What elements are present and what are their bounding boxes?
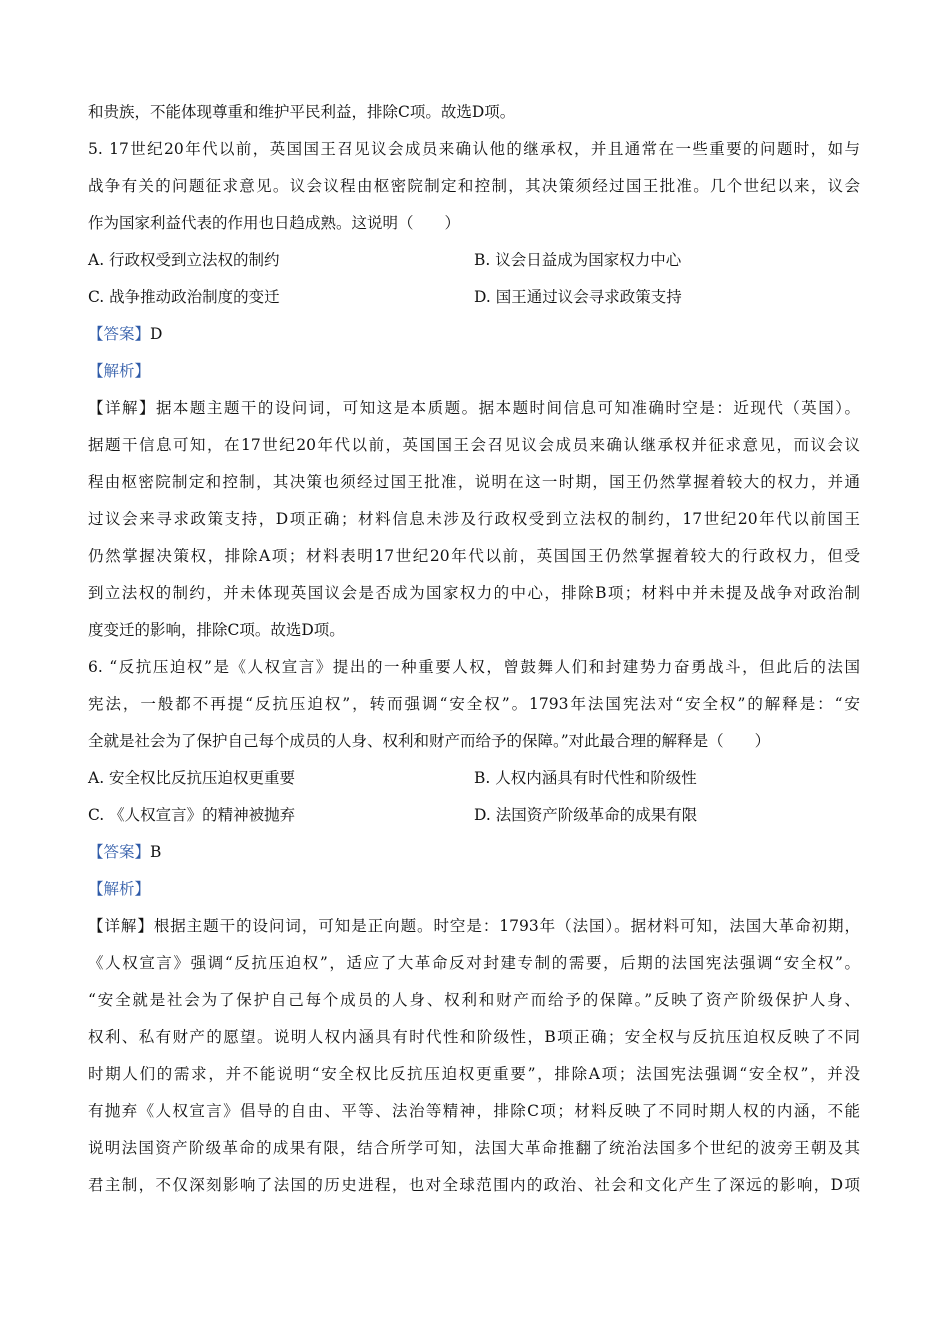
question-6-stem-line-1: 6. “反抗压迫权”是《人权宣言》提出的一种重要人权，曾鼓舞人们和封建势力奋勇战斗，但此后的法国 [88,658,860,676]
question-6-options-row-1 [88,760,860,797]
question-5-stem-line-1: 5. 17世纪20年代以前，英国国王召见议会成员来确认他的继承权，并且通常在一些重要的问题时，如与 [88,140,860,158]
question-5-answer [88,316,860,353]
previous-answer-tail: 和贵族，不能体现尊重和维护平民利益，排除C项。故选D项。 [88,103,516,121]
question-5-detail-line-3: 程由枢密院制定和控制，其决策也须经过国王批准，说明在这一时期，国王仍然掌握着较大的权力，并通 [88,473,860,491]
question-6-detail-line-7: 说明法国资产阶级革命的成果有限，结合所学可知，法国大革命推翻了统治法国多个世纪的波旁王朝及其 [88,1139,860,1157]
question-6-option-b: B. 人权内涵具有时代性和阶级性 [474,769,697,787]
detail-label: 【详解】 [88,399,156,417]
question-5 [88,131,860,649]
question-5-analysis [88,353,860,390]
question-6-option-d: D. 法国资产阶级革命的成果有限 [474,806,698,824]
question-5-stem-line-2: 战争有关的问题征求意见。议会议程由枢密院制定和控制，其决策须经过国王批准。几个世纪以来，议会 [88,177,860,195]
question-6-stem-line-3: 全就是社会为了保护自己每个成员的人身、权利和财产而给予的保障。”对此最合理的解释是（ ） [88,732,771,750]
question-5-detail-line-4: 过议会来寻求政策支持，D项正确；材料信息未涉及行政权受到立法权的制约，17世纪20年代以前国王 [88,510,860,528]
question-6-analysis [88,871,860,908]
question-6-detail-line-6: 有抛弃《人权宣言》倡导的自由、平等、法治等精神，排除C项；材料反映了不同时期人权的内涵，不能 [88,1102,860,1120]
question-5-option-c: C. 战争推动政治制度的变迁 [88,288,280,306]
question-5-detail-line-2: 据题干信息可知，在17世纪20年代以前，英国国王会召见议会成员来确认继承权并征求意见，而议会议 [88,436,860,454]
question-5-option-a: A. 行政权受到立法权的制约 [88,251,280,269]
detail-text: 根据主题干的设问词，可知是正向题。时空是：1793年（法国）。据材料可知，法国大革命初期， [153,917,860,935]
question-6-detail-line-3: “安全就是社会为了保护自己每个成员的人身、权利和财产而给予的保障。”反映了资产阶级保护人身、 [88,991,860,1009]
question-6-detail-line-5: 时期人们的需求，并不能说明“安全权比反抗压迫权更重要”，排除A项；法国宪法强调“安全权”，并没 [88,1065,860,1083]
question-5-detail-line-6: 到立法权的制约，并未体现英国议会是否成为国家权力的中心，排除B项；材料中并未提及战争对政治制 [88,584,860,602]
question-6-detail-line-8: 君主制，不仅深刻影响了法国的历史进程，也对全球范围内的政治、社会和文化产生了深远的影响，D项 [88,1176,860,1194]
answer-label: 【答案】 [88,843,151,861]
question-6 [88,649,860,1204]
question-5-detail-line-7: 度变迁的影响，排除C项。故选D项。 [88,621,345,639]
answer-value: D [150,325,163,343]
analysis-label: 【解析】 [88,362,151,380]
question-6-option-a: A. 安全权比反抗压迫权更重要 [88,769,296,787]
question-5-options-row-1 [88,242,860,279]
question-6-option-c: C. 《人权宣言》的精神被抛弃 [88,806,296,824]
answer-label: 【答案】 [88,325,151,343]
question-6-options-row-2 [88,797,860,834]
document-page [88,94,860,1204]
detail-text: 据本题主题干的设问词，可知这是本质题。据本题时间信息可知准确时空是：近现代（英国）。 [155,399,860,417]
detail-label: 【详解】 [88,917,154,935]
answer-value: B [150,843,162,861]
question-5-detail-line-5: 仍然掌握决策权，排除A项；材料表明17世纪20年代以前，英国国王仍然掌握着较大的行政权力，但受 [88,547,860,565]
question-5-option-b: B. 议会日益成为国家权力中心 [474,251,682,269]
question-6-answer [88,834,860,871]
question-6-stem-line-2: 宪法，一般都不再提“反抗压迫权”，转而强调“安全权”。1793年法国宪法对“安全权”的解释是：“安 [88,695,860,713]
question-5-option-d: D. 国王通过议会寻求政策支持 [474,288,682,306]
question-6-detail-line-4: 权利、私有财产的愿望。说明人权内涵具有时代性和阶级性，B项正确；安全权与反抗压迫权反映了不同 [88,1028,860,1046]
question-5-stem-line-3: 作为国家利益代表的作用也日趋成熟。这说明（ ） [88,214,461,232]
question-5-detail-line-1 [88,390,860,427]
question-5-options-row-2 [88,279,860,316]
question-6-detail-line-2: 《人权宣言》强调“反抗压迫权”，适应了大革命反对封建专制的需要，后期的法国宪法强调“安全权”。 [88,954,860,972]
analysis-label: 【解析】 [88,880,151,898]
question-6-detail-line-1 [88,908,860,945]
